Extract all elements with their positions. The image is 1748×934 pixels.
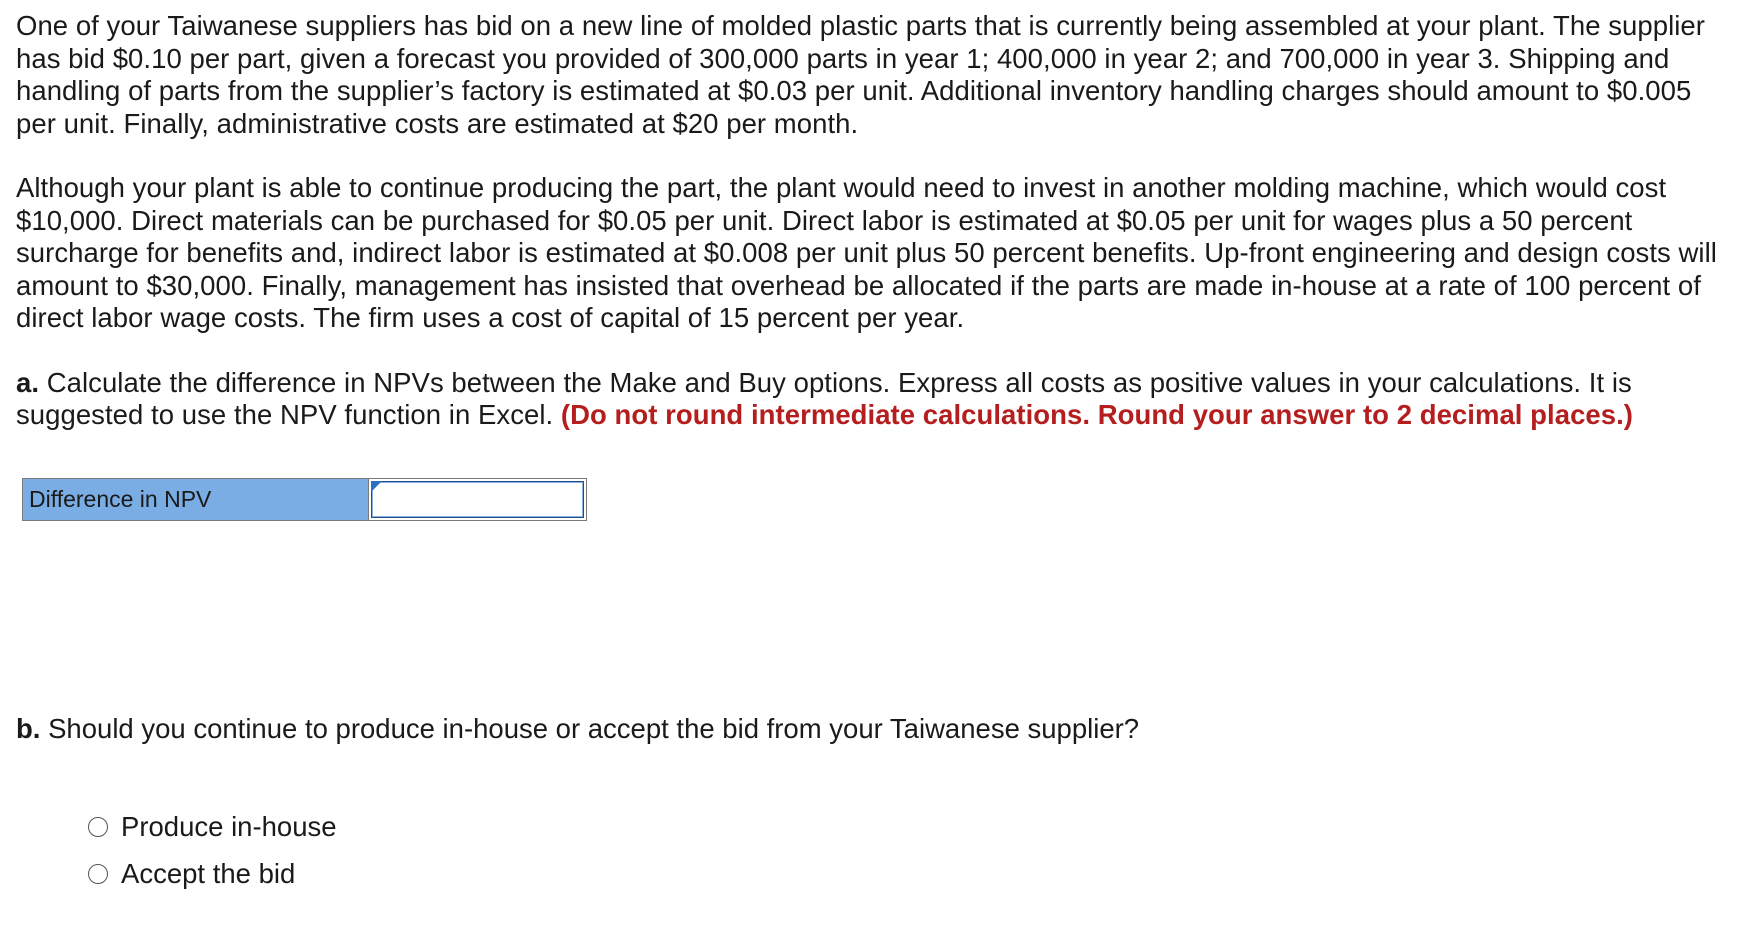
question-a-text: Calculate the difference in NPVs between the Make and Buy options. Express all costs as positive values in your calculations. It is suggested to use the NPV function in Excel. bbox=[16, 366, 1632, 430]
radio-button-icon[interactable] bbox=[88, 817, 108, 837]
option-label: Produce in-house bbox=[121, 810, 337, 842]
answer-cell bbox=[369, 479, 586, 520]
option-produce-in-house[interactable] bbox=[88, 803, 337, 850]
question-a-letter: a. bbox=[16, 366, 40, 398]
difference-in-npv-label: Difference in NPV bbox=[23, 479, 369, 520]
option-label: Accept the bid bbox=[121, 857, 296, 889]
question-b-letter: b. bbox=[16, 713, 41, 744]
option-accept-the-bid[interactable] bbox=[88, 850, 337, 897]
answer-table bbox=[22, 478, 587, 521]
problem-paragraph-2: Although your plant is able to continue producing the part, the plant would need to invest in another molding machine, which would cost $10,000. Direct materials can be purchased for $0.05 per unit. Direct labor is estimated at $0.05 per unit for wages plus a 50 percent surcharge for benefits and, indirect labor is estimated at $0.008 per unit plus 50 percent benefits. Up-front engineering and design costs will amount to $30,000. Finally, management has insisted that overhead be allocated if the parts are made in-house at a rate of 100 percent of direct labor wage costs. The firm uses a cost of capital of 15 percent per year. bbox=[16, 172, 1717, 333]
question-a bbox=[16, 367, 1732, 432]
difference-in-npv-input[interactable] bbox=[371, 481, 584, 518]
question-b bbox=[16, 713, 1732, 746]
question-a-instruction: (Do not round intermediate calculations. Round your answer to 2 decimal places.) bbox=[560, 399, 1633, 430]
question-b-text: Should you continue to produce in-house or accept the bid from your Taiwanese supplier? bbox=[40, 713, 1140, 744]
cell-corner-marker-icon bbox=[371, 481, 382, 492]
radio-button-icon[interactable] bbox=[88, 864, 108, 884]
answer-options bbox=[88, 803, 337, 897]
problem-paragraph-1: One of your Taiwanese suppliers has bid on a new line of molded plastic parts that is currently being assembled at your plant. The supplier has bid $0.10 per part, given a forecast you provided of 300,000 parts in year 1; 400,000 in year 2; and 700,000 in year 3. Shipping and handling of parts from the supplier’s factory is estimated at $0.03 per unit. Additional inventory handling charges should amount to $0.005 per unit. Finally, administrative costs are estimated at $20 per month. bbox=[16, 10, 1705, 139]
problem-text bbox=[16, 10, 1732, 432]
